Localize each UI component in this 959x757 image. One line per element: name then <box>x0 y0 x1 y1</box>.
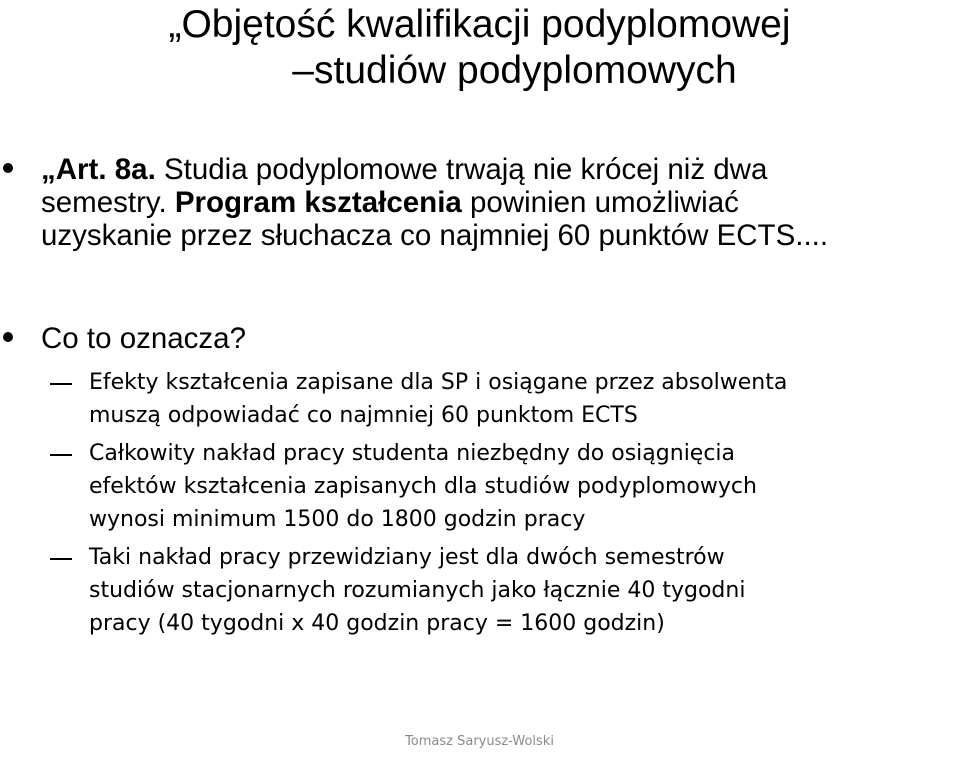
bullet-dot-icon <box>3 332 13 342</box>
sub-item-line: muszą odpowiadać co najmniej 60 punktom ECTS <box>89 403 638 428</box>
sub-item-line: Taki nakład pracy przewidziany jest dla dwóch semestrów <box>89 545 725 570</box>
art-reference: „Art. 8a. <box>41 153 156 186</box>
title-line-1: „Objętość kwalifikacji podyplomowej <box>168 3 791 46</box>
sub-item-line: Całkowity nakład pracy studenta niezbędny do osiągnięcia <box>89 441 736 466</box>
sub-item-line: Efekty kształcenia zapisane dla SP i osiągane przez absolwenta <box>89 370 788 395</box>
sub-item-line: studiów stacjonarnych rozumianych jako łącznie 40 tygodni <box>89 578 746 603</box>
bullet-line-3: uzyskanie przez słuchacza co najmniej 60 punktów ECTS.... <box>41 219 829 252</box>
slide-footer-author: Tomasz Saryusz-Wolski <box>405 734 554 749</box>
bullet-question-text: Co to oznacza? <box>41 322 246 355</box>
dash-icon <box>50 454 72 456</box>
bullet-text <box>41 153 946 252</box>
sub-item-line: wynosi minimum 1500 do 1800 godzin pracy <box>89 507 586 532</box>
bullet-line-1-rest: Studia podyplomowe trwają nie krócej niż dwa <box>155 153 768 186</box>
slide-title <box>0 2 959 94</box>
program-emphasis: Program kształcenia <box>174 186 462 219</box>
bullet-line-2 <box>41 186 946 219</box>
sub-item-line: pracy (40 tygodni x 40 godzin pracy = 1600 godzin) <box>89 611 665 636</box>
dash-icon <box>50 383 72 385</box>
bullet-line-1 <box>41 153 946 186</box>
title-line-2: –studiów podyplomowych <box>292 49 737 92</box>
bullet-dot-icon <box>3 163 13 173</box>
dash-icon <box>50 558 72 560</box>
bullet-line-2-post: powinien umożliwiać <box>461 186 739 219</box>
sub-item-line: efektów kształcenia zapisanych dla studiów podyplomowych <box>89 474 757 499</box>
bullet-line-2-pre: semestry. <box>41 186 175 219</box>
